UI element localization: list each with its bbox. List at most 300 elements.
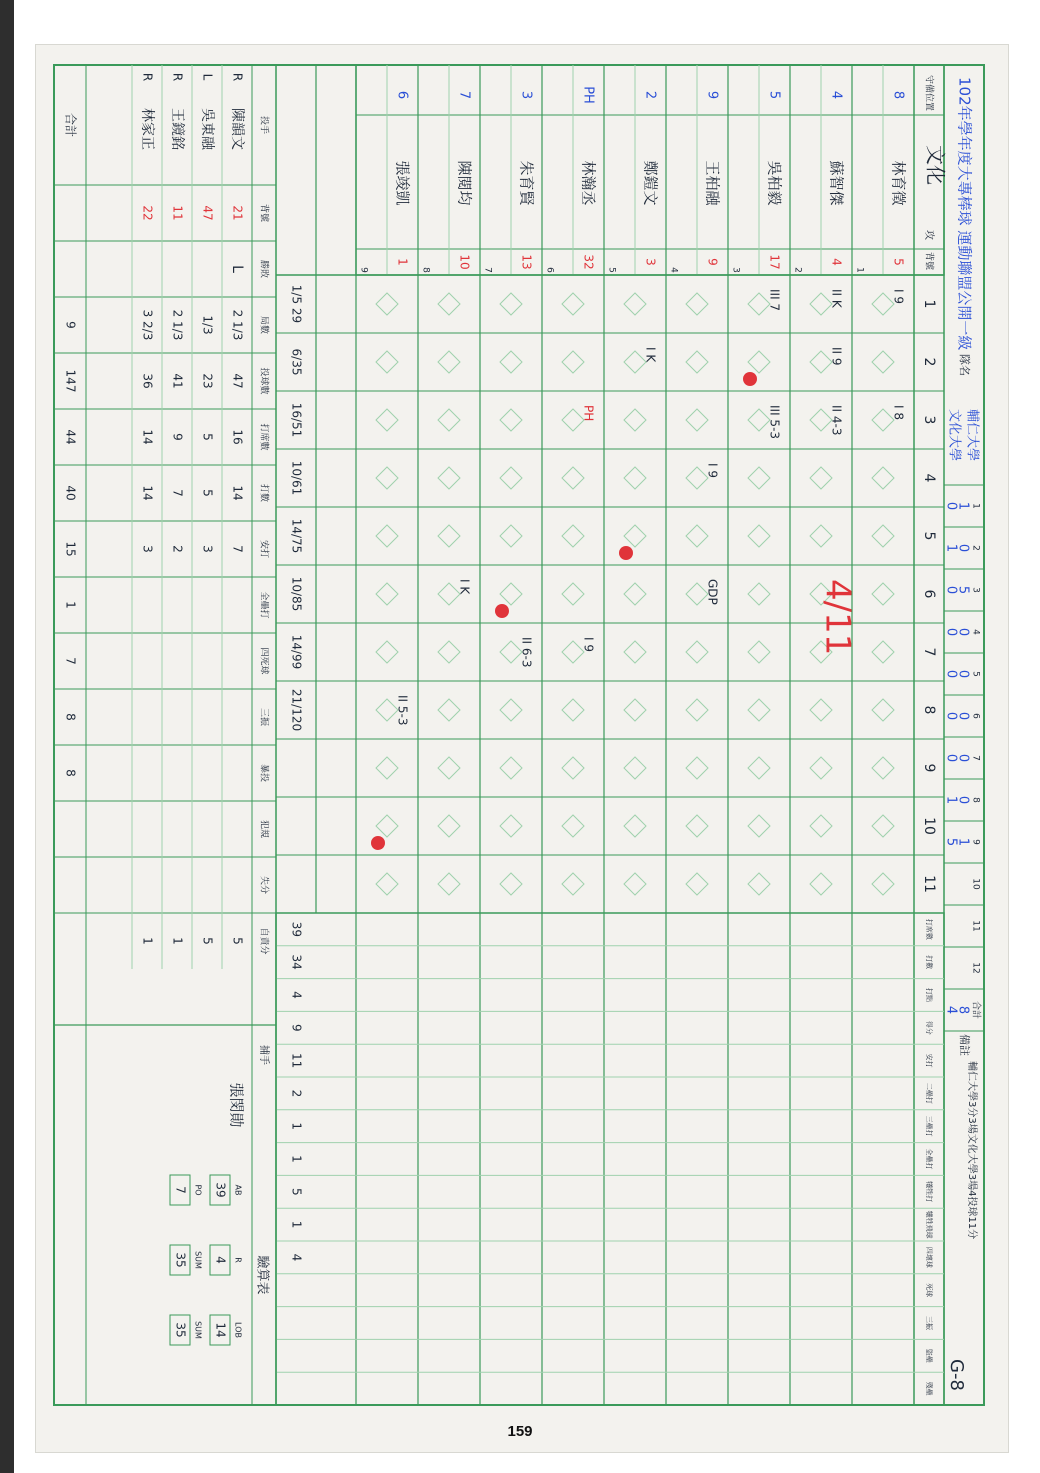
pitcher-number: 21 <box>230 205 245 221</box>
inning-number: 6 <box>921 589 937 599</box>
scorecard-mark: III 7 <box>767 289 782 312</box>
batting-order: 6 <box>544 267 555 273</box>
scoring-grid <box>276 275 944 913</box>
line-score-inning: 7 <box>970 755 981 761</box>
line-score-bottom: 1 <box>943 543 959 553</box>
scorecard-mark: II 9 <box>829 347 844 366</box>
player-number: 4 <box>829 258 844 266</box>
inning-number: 7 <box>921 647 937 657</box>
pitcher-hits: 7 <box>230 545 245 553</box>
inning-total: 10/85 <box>289 576 304 612</box>
base-diamond <box>624 467 646 489</box>
base-diamond <box>748 293 770 315</box>
player-name: 朱育賢 <box>517 160 536 206</box>
pitcher-er: 1 <box>170 937 185 945</box>
team-short: 文化 <box>923 145 948 185</box>
line-score-top: 0 <box>955 711 971 721</box>
pitching-header: 背號 <box>258 203 269 223</box>
player-number: 32 <box>581 254 596 270</box>
player-number: 5 <box>891 258 906 266</box>
inning-total: 10/61 <box>289 460 304 496</box>
pitcher-result: L <box>229 265 245 273</box>
pitcher-hand: L <box>200 73 215 81</box>
base-diamond <box>376 583 398 605</box>
pitcher-hits: 3 <box>200 545 215 553</box>
base-diamond <box>438 525 460 547</box>
team-top: 輔仁大學 <box>964 408 980 462</box>
inning-number: 4 <box>921 473 937 483</box>
base-diamond <box>748 467 770 489</box>
pitcher-ab: 14 <box>230 485 245 501</box>
base-diamond <box>376 409 398 431</box>
base-diamond <box>376 293 398 315</box>
line-score-inning: 10 <box>970 878 981 890</box>
base-diamond <box>376 873 398 895</box>
base-diamond <box>748 351 770 373</box>
line-score-bottom: 5 <box>943 837 959 847</box>
player-position: 5 <box>766 90 782 100</box>
pitcher-number: 11 <box>170 205 185 221</box>
team-bottom: 文化大學 <box>946 408 962 462</box>
pitching-header: 投手 <box>258 115 269 135</box>
verify-value: 4 <box>213 1256 228 1264</box>
pitching-header: 四死球 <box>258 647 269 675</box>
pitcher-pa: 16 <box>230 429 245 445</box>
pitching-header: 局數 <box>258 315 269 335</box>
stats-header: 三振 <box>925 1316 933 1330</box>
base-diamond <box>438 757 460 779</box>
batting-order: 9 <box>358 267 369 273</box>
base-diamond <box>872 641 894 663</box>
player-name: 吳柏毅 <box>765 160 784 206</box>
inning-number: 9 <box>921 763 937 773</box>
verify-key: R <box>233 1257 243 1263</box>
line-score-bottom: 0 <box>943 501 959 511</box>
base-diamond <box>686 873 708 895</box>
pitcher-ip: 2 1/3 <box>170 309 185 341</box>
number-header: 背號 <box>923 251 934 271</box>
line-score-bottom: 0 <box>943 753 959 763</box>
pitcher-ip: 3 2/3 <box>140 309 155 341</box>
batting-order: 2 <box>792 267 803 273</box>
line-score-inning: 3 <box>970 587 981 593</box>
pitcher-er: 1 <box>140 937 155 945</box>
line-score-top: 1 <box>955 501 971 511</box>
base-diamond <box>748 641 770 663</box>
batting-order: 1 <box>854 267 865 273</box>
line-score-inning: 1 <box>970 503 981 509</box>
base-diamond <box>872 467 894 489</box>
base-diamond <box>872 699 894 721</box>
stats-header: 安打 <box>925 1053 933 1068</box>
line-score-top: 8 <box>955 1005 971 1015</box>
player-position: 7 <box>456 90 472 100</box>
pitching-total-value: 15 <box>63 541 78 557</box>
pitching-total-value: 9 <box>63 321 78 329</box>
player-number: 1 <box>395 258 410 266</box>
stats-header: 犧牲打 <box>925 1181 933 1203</box>
base-diamond <box>500 351 522 373</box>
stats-header: 犧牲飛球 <box>925 1210 933 1239</box>
base-diamond <box>686 409 708 431</box>
base-diamond <box>562 467 584 489</box>
inning-number: 5 <box>921 531 937 541</box>
base-diamond <box>810 757 832 779</box>
stats-total: 1 <box>289 1155 304 1163</box>
inning-total: 21/120 <box>289 688 304 732</box>
pitching-header: 勝敗 <box>258 259 269 279</box>
base-diamond <box>438 583 460 605</box>
base-diamond <box>686 293 708 315</box>
base-diamond <box>438 641 460 663</box>
base-diamond <box>872 351 894 373</box>
pitcher-number: 22 <box>140 205 155 221</box>
line-score-top: 1 <box>955 837 971 847</box>
run-scored-dot <box>619 546 633 560</box>
base-diamond <box>624 815 646 837</box>
base-diamond <box>562 351 584 373</box>
player-name: 林瀚丞 <box>579 160 598 206</box>
pitching-total-value: 7 <box>63 657 78 665</box>
base-diamond <box>748 409 770 431</box>
verify-label: 驗算表 <box>254 1255 270 1295</box>
verify-key: PO <box>193 1184 203 1196</box>
stats-total: 5 <box>289 1187 304 1196</box>
pitcher-pitches: 23 <box>200 373 215 389</box>
team-label: 隊名 <box>958 354 971 376</box>
run-scored-dot <box>495 604 509 618</box>
line-score-top: 0 <box>955 543 971 553</box>
base-diamond <box>376 757 398 779</box>
line-score-top: 0 <box>955 795 971 805</box>
base-diamond <box>500 525 522 547</box>
base-diamond <box>562 525 584 547</box>
base-diamond <box>624 873 646 895</box>
player-position: 4 <box>828 90 844 100</box>
stats-total: 1 <box>289 1220 304 1229</box>
scorecard-page <box>36 45 1008 1452</box>
inning-total: 16/51 <box>289 402 304 438</box>
base-diamond <box>686 699 708 721</box>
scorecard-mark: PH <box>581 405 596 422</box>
inning-number: 10 <box>921 817 937 835</box>
base-diamond <box>748 815 770 837</box>
stats-header: 盜壘 <box>925 1348 933 1363</box>
verify-value: 35 <box>173 1322 188 1338</box>
stats-header: 殘壘 <box>925 1381 933 1396</box>
base-diamond <box>810 699 832 721</box>
base-diamond <box>438 467 460 489</box>
line-score-inning: 2 <box>970 545 981 551</box>
pitching-total-value: 40 <box>63 485 78 501</box>
scorecard-mark: I K <box>643 347 658 363</box>
base-diamond <box>686 583 708 605</box>
catcher-label: 捕手 <box>258 1045 269 1065</box>
stats-total: 4 <box>289 1253 304 1262</box>
batting-order: 7 <box>482 267 493 273</box>
pitcher-ab: 7 <box>170 489 185 497</box>
base-diamond <box>438 815 460 837</box>
pitching-header: 打數 <box>258 483 269 503</box>
stats-total: 4 <box>289 991 304 999</box>
base-diamond <box>748 583 770 605</box>
pitcher-hits: 2 <box>170 545 185 553</box>
batting-order: 5 <box>606 267 617 273</box>
remarks-text: 輔仁大學3分3場文化大學3場4投球11分 <box>966 1061 977 1240</box>
scorecard-mark: II 5-3 <box>395 695 410 726</box>
base-diamond <box>748 525 770 547</box>
pitching-header: 打席數 <box>258 423 269 451</box>
line-score-top: 5 <box>955 585 971 595</box>
stats-header: 全壘打 <box>925 1148 933 1170</box>
base-diamond <box>376 641 398 663</box>
base-diamond <box>748 873 770 895</box>
player-name: 王柏融 <box>703 160 722 206</box>
line-score-inning: 12 <box>970 962 981 974</box>
pitching-header: 失分 <box>258 875 269 895</box>
pitcher-ip: 1/3 <box>200 315 215 335</box>
base-diamond <box>624 351 646 373</box>
pitcher-pa: 14 <box>140 429 155 445</box>
stats-header: 三壘打 <box>925 1115 933 1137</box>
scorecard-mark: II 4-3 <box>829 405 844 436</box>
player-name: 張竣凱 <box>393 160 412 206</box>
pitcher-pa: 9 <box>170 433 185 441</box>
base-diamond <box>438 873 460 895</box>
verify-key: SUM <box>193 1321 203 1339</box>
pitching-total-value: 8 <box>63 769 78 777</box>
inning-number: 3 <box>921 415 937 425</box>
verify-key: AB <box>233 1184 243 1196</box>
pitching-total-value: 44 <box>63 429 78 445</box>
base-diamond <box>624 757 646 779</box>
pitcher-ip: 2 1/3 <box>230 309 245 341</box>
pitching-header: 全壘打 <box>258 591 269 619</box>
base-diamond <box>500 757 522 779</box>
player-position: 8 <box>890 90 906 100</box>
base-diamond <box>686 351 708 373</box>
verify-value: 7 <box>173 1186 188 1194</box>
scorecard-mark: I 9 <box>705 463 720 478</box>
pitcher-pa: 5 <box>200 433 215 441</box>
pitcher-ab: 5 <box>200 489 215 497</box>
pitching-header: 三振 <box>258 707 269 727</box>
stats-header: 打點 <box>925 988 933 1002</box>
scorecard-mark: I 9 <box>581 637 596 652</box>
base-diamond <box>810 815 832 837</box>
base-diamond <box>500 583 522 605</box>
base-diamond <box>624 525 646 547</box>
stats-header: 四壞球 <box>925 1246 933 1268</box>
stats-total: 2 <box>289 1089 304 1098</box>
stats-header: 打席數 <box>925 918 933 940</box>
base-diamond <box>562 815 584 837</box>
pitcher-pitches: 47 <box>230 373 245 389</box>
line-score-bottom: 0 <box>943 711 959 721</box>
base-diamond <box>562 583 584 605</box>
base-diamond <box>686 467 708 489</box>
player-position: 3 <box>518 90 534 100</box>
player-name: 陳閱均 <box>455 160 474 206</box>
base-diamond <box>376 699 398 721</box>
batting-order: 8 <box>420 267 431 273</box>
line-score-inning: 6 <box>970 713 981 719</box>
base-diamond <box>872 293 894 315</box>
player-number: 17 <box>767 254 782 270</box>
pitcher-name: 吳東融 <box>199 108 215 150</box>
pitcher-name: 林家正 <box>139 108 155 150</box>
pitcher-pitches: 41 <box>170 373 185 389</box>
batting-order: 3 <box>730 267 741 273</box>
base-diamond <box>810 409 832 431</box>
pitcher-hits: 3 <box>140 545 155 553</box>
player-number: 13 <box>519 254 534 270</box>
line-score-inning: 合計 <box>970 1000 981 1020</box>
pitcher-er: 5 <box>230 937 245 945</box>
base-diamond <box>810 351 832 373</box>
pitcher-hand: R <box>230 72 245 82</box>
player-name: 林育徵 <box>889 160 908 206</box>
base-diamond <box>810 293 832 315</box>
verify-value: 35 <box>173 1252 188 1268</box>
base-diamond <box>872 525 894 547</box>
scorecard-mark: I 8 <box>891 405 906 420</box>
base-diamond <box>562 293 584 315</box>
pitching-header: 安打 <box>258 539 269 559</box>
base-diamond <box>562 699 584 721</box>
form-header <box>944 65 985 1405</box>
stats-header: 打數 <box>925 955 933 970</box>
pitcher-er: 5 <box>200 937 215 945</box>
line-score-inning: 5 <box>970 671 981 677</box>
pitching-total-value: 147 <box>63 369 78 393</box>
run-scored-dot <box>743 372 757 386</box>
base-diamond <box>810 467 832 489</box>
sheet-code: G-8 <box>946 1359 967 1391</box>
scorecard-mark: I K <box>457 579 472 595</box>
base-diamond <box>376 525 398 547</box>
base-diamond <box>376 351 398 373</box>
verify-value: 39 <box>213 1182 228 1198</box>
base-diamond <box>500 293 522 315</box>
player-name: 鄭鎧文 <box>641 160 660 206</box>
pitcher-hand: R <box>170 72 185 82</box>
pitching-total-value: 8 <box>63 713 78 721</box>
base-diamond <box>624 293 646 315</box>
base-diamond <box>562 409 584 431</box>
base-diamond <box>376 467 398 489</box>
base-diamond <box>562 873 584 895</box>
inning-total: 14/99 <box>289 634 304 670</box>
scorecard-sheet <box>36 45 1008 1452</box>
pitching-total-value: 1 <box>63 601 78 609</box>
position-header: 守備位置 <box>923 74 934 112</box>
base-diamond <box>500 699 522 721</box>
base-diamond <box>686 757 708 779</box>
pitcher-ab: 14 <box>140 485 155 501</box>
lineup-table <box>356 65 948 1405</box>
inning-total: 1/5 29 <box>289 284 304 324</box>
inning-number: 1 <box>921 299 937 309</box>
base-diamond <box>872 757 894 779</box>
inning-number: 2 <box>921 357 937 367</box>
line-score-bottom: 0 <box>943 585 959 595</box>
base-diamond <box>624 409 646 431</box>
pitching-header: 暴投 <box>258 763 269 783</box>
inning-total: 14/75 <box>289 518 304 554</box>
line-score-top: 0 <box>955 753 971 763</box>
base-diamond <box>872 409 894 431</box>
scorecard-mark: II K <box>829 289 844 308</box>
base-diamond <box>810 873 832 895</box>
page-number: 159 <box>507 1423 533 1440</box>
stats-header: 死球 <box>925 1283 933 1298</box>
verify-value: 14 <box>213 1322 228 1338</box>
base-diamond <box>624 583 646 605</box>
base-diamond <box>686 641 708 663</box>
catcher-name: 張閔勛 <box>227 1082 246 1128</box>
player-name: 蘇智傑 <box>827 160 846 206</box>
pitcher-hand: R <box>140 72 155 82</box>
player-position: 2 <box>642 90 658 100</box>
base-diamond <box>686 815 708 837</box>
stats-total: 39 <box>289 921 304 938</box>
stats-header: 二壘打 <box>925 1082 933 1104</box>
pitching-header: 投球數 <box>258 367 269 395</box>
base-diamond <box>500 467 522 489</box>
verify-key: LOB <box>233 1322 243 1338</box>
inning-number: 8 <box>921 705 937 715</box>
base-diamond <box>872 583 894 605</box>
player-number: 9 <box>705 258 720 266</box>
line-score-top: 0 <box>955 669 971 679</box>
game-name: 102年學年度大專棒球 運動聯盟公開一級 <box>955 77 974 351</box>
offense-header: 攻 <box>923 230 934 240</box>
pitcher-name: 陳韻文 <box>229 108 245 150</box>
base-diamond <box>500 409 522 431</box>
rotated-form <box>54 65 984 1405</box>
line-score-inning: 4 <box>970 629 981 635</box>
base-diamond <box>562 757 584 779</box>
line-score-inning: 11 <box>970 920 981 932</box>
form-border <box>54 65 984 1405</box>
base-diamond <box>624 699 646 721</box>
base-diamond <box>686 525 708 547</box>
scorecard-mark: 4/11 <box>817 579 858 656</box>
base-diamond <box>500 815 522 837</box>
line-score-inning: 9 <box>970 839 981 845</box>
pitching-total-label: 合計 <box>63 112 78 138</box>
base-diamond <box>562 641 584 663</box>
pitching-header: 自責分 <box>258 927 269 955</box>
pitcher-name: 王鏡銘 <box>169 108 185 150</box>
batting-order: 4 <box>668 267 679 273</box>
base-diamond <box>438 699 460 721</box>
pitching-table <box>54 65 276 1405</box>
line-score-top: 0 <box>955 627 971 637</box>
stats-total: 1 <box>289 1122 304 1131</box>
scorecard-mark: III 5-3 <box>767 405 782 440</box>
pitching-header: 犯規 <box>258 819 269 839</box>
stats-total: 9 <box>289 1023 304 1032</box>
stats-header: 得分 <box>925 1020 933 1035</box>
player-position: 6 <box>394 90 410 100</box>
batting-stats <box>276 913 944 1405</box>
base-diamond <box>748 757 770 779</box>
player-position: 9 <box>704 90 720 100</box>
base-diamond <box>500 873 522 895</box>
player-number: 10 <box>457 254 472 270</box>
